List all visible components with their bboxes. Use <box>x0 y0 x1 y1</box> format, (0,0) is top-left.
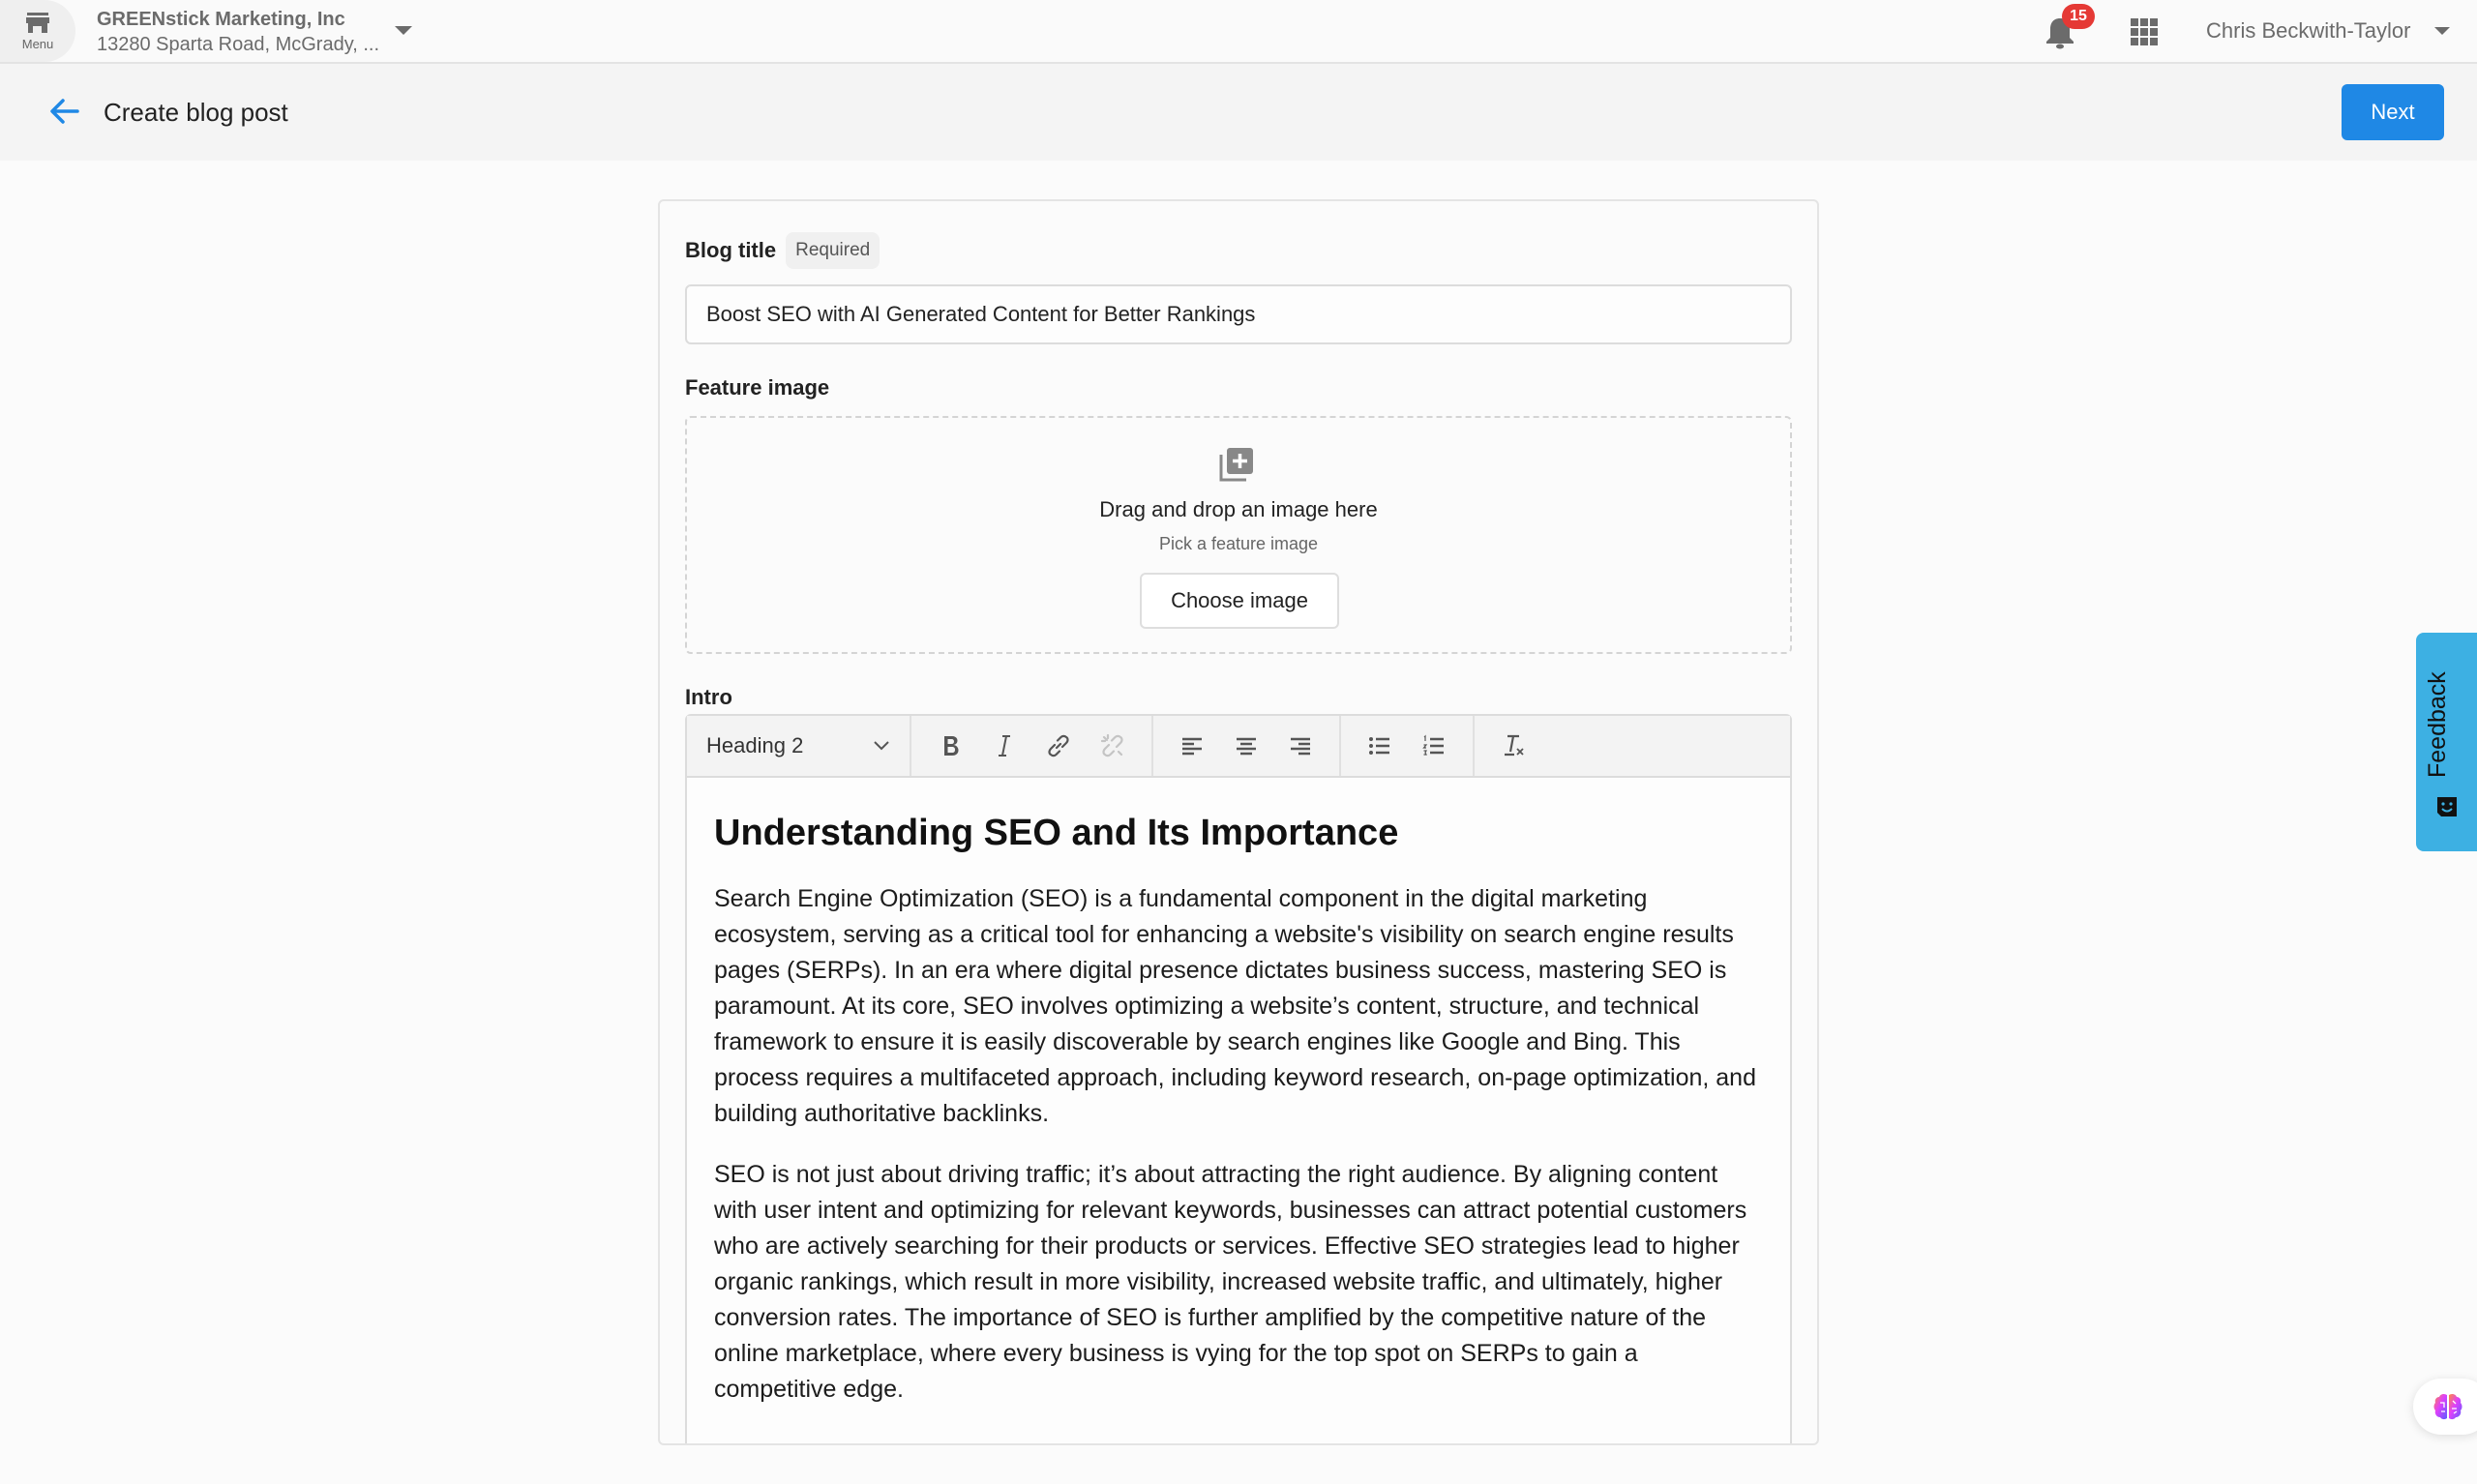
clear-format-icon[interactable] <box>1486 719 1540 773</box>
align-center-icon[interactable] <box>1219 719 1273 773</box>
choose-image-button[interactable]: Choose image <box>1140 573 1339 629</box>
business-address: 13280 Sparta Road, McGrady, ... <box>97 34 380 55</box>
menu-label: Menu <box>21 36 54 51</box>
intro-label: Intro <box>685 685 732 709</box>
blog-title-input[interactable] <box>685 284 1792 344</box>
numbered-list-icon[interactable] <box>1407 719 1461 773</box>
dropzone-title: Drag and drop an image here <box>1099 497 1378 521</box>
feature-image-label: Feature image <box>685 375 830 400</box>
brain-icon <box>2432 1392 2463 1421</box>
content-heading: Understanding SEO and Its Importance <box>714 813 1399 853</box>
notification-badge: 15 <box>2062 4 2095 29</box>
dropzone-subtitle: Pick a feature image <box>1158 534 1319 553</box>
apps-grid-icon[interactable] <box>2131 18 2158 45</box>
business-name: GREENstick Marketing, Inc <box>97 9 345 30</box>
format-group <box>911 716 1153 776</box>
unlink-icon[interactable] <box>1086 719 1140 773</box>
clear-group <box>1475 716 1552 776</box>
back-arrow-icon[interactable] <box>48 95 81 128</box>
top-bar <box>0 0 2477 64</box>
rich-text-editor[interactable] <box>685 714 1792 1445</box>
caret-down-icon[interactable] <box>2434 27 2450 35</box>
caret-down-icon[interactable] <box>395 26 412 35</box>
block-format-value: Heading 2 <box>706 733 804 757</box>
user-menu[interactable]: Chris Beckwith-Taylor <box>2206 18 2411 43</box>
editor-toolbar <box>687 716 1790 778</box>
ai-assistant-button[interactable] <box>2413 1379 2477 1435</box>
feedback-tab[interactable] <box>2416 633 2477 851</box>
required-badge: Required <box>786 232 880 269</box>
blog-form-card <box>658 199 1819 1445</box>
add-image-icon <box>1217 445 1256 484</box>
image-dropzone[interactable] <box>685 416 1792 654</box>
content-paragraph: Search Engine Optimization (SEO) is a fundamental component in the digital marketing ecosystem, serving as a critical tool for enhancing a website's visibility on search engine results pages (SERPs). In an era where digital presence dictates business success, mastering SEO is paramount. At its core, SEO involves optimizing a website’s content, structure, and technical framework to ensure it is easily discoverable by search engines like Google and Bing. This process requires a multifaceted approach, including keyword research, on-page optimization, and building authoritative backlinks. <box>714 885 1756 1127</box>
content-paragraph: SEO is not just about driving traffic; it’s about attracting the right audience. By aligning content with user intent and optimizing for relevant keywords, businesses can attract potential customers who are actively searching for their products or services. Effective SEO strategies lead to higher organic rankings, which result in more visibility, increased website traffic, and ultimately, higher conversion rates. The importance of SEO is further amplified by the competitive nature of the online marketplace, where every business is vying for the top spot on SERPs to gain a competitive edge. <box>714 1161 1747 1403</box>
align-group <box>1153 716 1341 776</box>
menu-button[interactable] <box>0 0 75 62</box>
editor-content[interactable] <box>687 778 1790 1408</box>
link-icon[interactable] <box>1031 719 1086 773</box>
chevron-down-icon <box>873 740 890 752</box>
italic-icon[interactable] <box>977 719 1031 773</box>
page-header <box>0 64 2477 161</box>
bold-icon[interactable] <box>923 719 977 773</box>
feedback-label: Feedback <box>2424 671 2451 778</box>
list-group <box>1341 716 1475 776</box>
align-left-icon[interactable] <box>1165 719 1219 773</box>
smiley-chat-icon <box>2435 795 2459 818</box>
blog-title-label-row <box>685 232 880 269</box>
business-switcher[interactable] <box>97 7 379 57</box>
blog-title-label: Blog title <box>685 238 777 262</box>
block-format-select[interactable] <box>687 716 911 776</box>
storefront-icon <box>25 12 50 35</box>
page-title: Create blog post <box>104 98 288 127</box>
align-right-icon[interactable] <box>1273 719 1328 773</box>
bullet-list-icon[interactable] <box>1353 719 1407 773</box>
next-button[interactable]: Next <box>2342 84 2444 140</box>
